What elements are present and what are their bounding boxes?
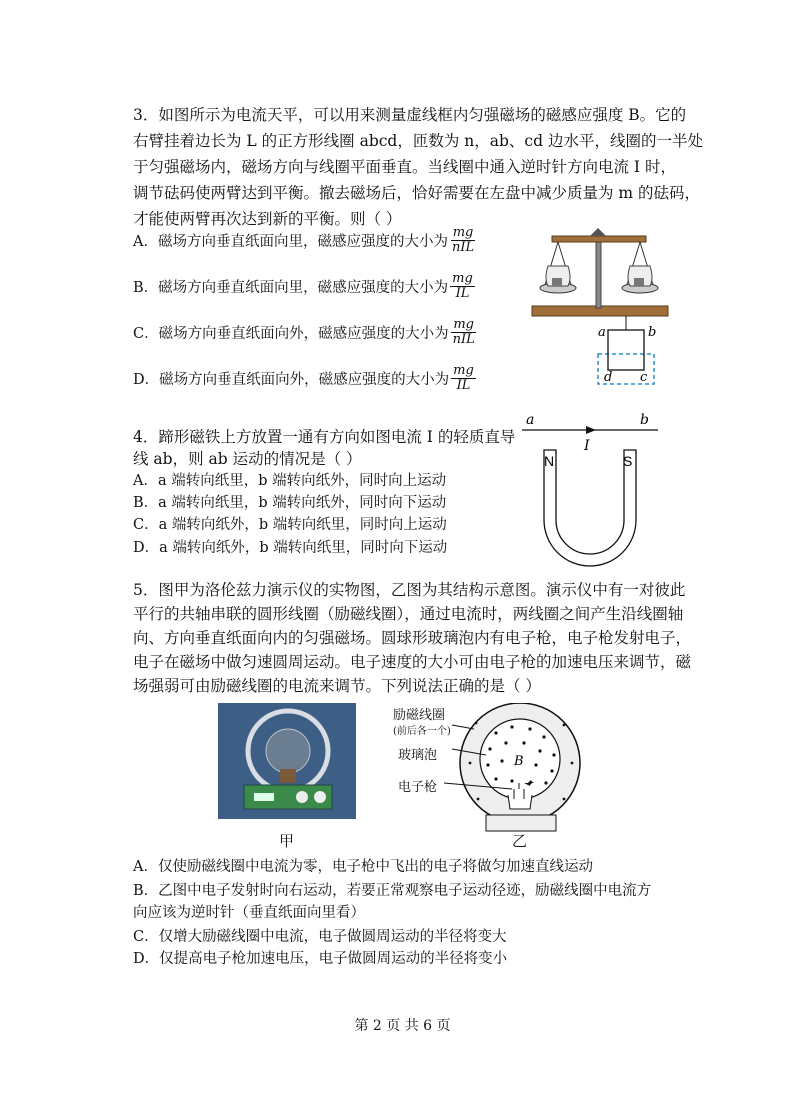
- q3-option-d[interactable]: [133, 364, 476, 393]
- q5-option-b[interactable]: B．乙图中电子发射时向右运动，若要正常观察电子运动径迹，励磁线圈中电流方: [133, 883, 652, 899]
- label-a: a: [526, 412, 535, 428]
- q5-option-b-cont: 向应该为逆时针（垂直纸面向里看）: [133, 905, 365, 921]
- option-text: B．磁场方向垂直纸面向里，磁感应强度的大小为: [133, 280, 449, 296]
- q3-line: 于匀强磁场内，磁场方向与线圈平面垂直。当线圈中通入逆时针方向电流 I 时，: [133, 158, 676, 176]
- fraction-numerator: mg: [453, 317, 474, 332]
- label-b: b: [648, 325, 657, 340]
- q3-line: 才能使两臂再次达到新的平衡。则（ ）: [133, 210, 402, 228]
- fraction: [451, 318, 477, 347]
- page-number: 第 2 页 共 6 页: [354, 1018, 451, 1034]
- balance-pivot: [590, 228, 606, 236]
- horseshoe-magnet-figure: [520, 410, 660, 570]
- meter-dial: [314, 791, 326, 803]
- balance-beam: [552, 236, 646, 242]
- q5-option-a[interactable]: A．仅使励磁线圈中电流为零，电子枪中飞出的电子将做匀加速直线运动: [133, 859, 593, 875]
- stand: [486, 815, 556, 831]
- label-d: d: [604, 370, 613, 385]
- current-balance-figure: [530, 226, 670, 391]
- label-bulb: 玻璃泡: [398, 748, 438, 763]
- balance-pillar: [596, 240, 601, 308]
- fraction-denominator: nIL: [452, 332, 475, 347]
- fraction-denominator: IL: [455, 286, 470, 301]
- fraction-numerator: mg: [452, 271, 473, 286]
- option-text: A．磁场方向垂直纸面向里，磁感应强度的大小为: [133, 234, 448, 250]
- q4-option-d[interactable]: D．a 端转向纸外，b 端转向纸里，同时向下运动: [133, 540, 448, 556]
- q5-line: 场强弱可由励磁线圈的电流来调节。下列说法正确的是（ ）: [133, 677, 541, 695]
- left-weight: [552, 278, 562, 286]
- label-coil-note: (前后各一个): [393, 726, 451, 737]
- label-gun: 电子枪: [398, 780, 438, 795]
- fraction-denominator: nIL: [451, 240, 475, 255]
- fraction-denominator: IL: [456, 378, 471, 393]
- q5-line: 5．图甲为洛伦兹力演示仪的实物图，乙图为其结构示意图。演示仪中有一对彼此: [133, 581, 686, 599]
- glass-bulb: [266, 729, 310, 773]
- label-coil: 励磁线圈: [393, 708, 446, 723]
- q5-line: 电子在磁场中做匀速圆周运动。电子速度的大小可由电子枪的加速电压来调节，磁: [133, 653, 692, 671]
- q5-option-c[interactable]: C．仅增大励磁线圈中电流，电子做圆周运动的半径将变大: [133, 929, 507, 945]
- q3-line: 调节砝码使两臂达到平衡。撤去磁场后，恰好需要在左盘中减少质量为 m 的砝码，: [133, 184, 701, 202]
- coil-abcd: [608, 330, 644, 370]
- label-current: I: [584, 438, 590, 454]
- right-weight: [634, 278, 644, 286]
- meter-dial: [296, 791, 308, 803]
- label-field-b: B: [514, 754, 524, 769]
- fraction: [450, 272, 475, 301]
- fraction: [451, 364, 476, 393]
- option-text: C．磁场方向垂直纸面向外，磁感应强度的大小为: [133, 326, 449, 342]
- current-arrow-icon: [586, 426, 596, 434]
- q3-line: 右臂挂着边长为 L 的正方形线圈 abcd，匝数为 n，ab、cd 边水平，线圈的一半处: [133, 132, 703, 150]
- q5-option-d[interactable]: D．仅提高电子枪加速电压，电子做圆周运动的半径将变小: [133, 951, 508, 967]
- control-panel: [254, 793, 274, 801]
- option-text: D．磁场方向垂直纸面向外，磁感应强度的大小为: [133, 372, 450, 388]
- q5-line: 向、方向垂直纸面向内的匀强磁场。圆球形玻璃泡内有电子枪，电子枪发射电子，: [133, 629, 692, 647]
- fraction: [450, 226, 476, 255]
- q4-option-c[interactable]: C．a 端转向纸外，b 端转向纸里，同时向上运动: [133, 517, 447, 533]
- label-south: S: [623, 453, 633, 469]
- q4-line: 线 ab，则 ab 运动的情况是（ ）: [133, 450, 362, 468]
- q4-line: 4．蹄形磁铁上方放置一通有方向如图电流 I 的轻质直导: [133, 428, 516, 446]
- q4-option-a[interactable]: A．a 端转向纸里，b 端转向纸外，同时向上运动: [133, 473, 447, 489]
- q3-option-a[interactable]: [133, 226, 476, 255]
- label-c: c: [640, 370, 648, 385]
- q3-option-c[interactable]: [133, 318, 477, 347]
- lorentz-apparatus-photo: [218, 703, 356, 819]
- bulb-base: [280, 769, 296, 783]
- label-b: b: [640, 412, 649, 428]
- fraction-numerator: mg: [452, 225, 474, 240]
- q3-option-b[interactable]: [133, 272, 475, 301]
- fraction-numerator: mg: [453, 363, 474, 378]
- q5-line: 平行的共轴串联的圆形线圈（励磁线圈），通过电流时，两线圈之间产生沿线圈轴: [133, 605, 684, 623]
- q4-option-b[interactable]: B．a 端转向纸里，b 端转向纸外，同时向下运动: [133, 495, 447, 511]
- bulb-neck: [508, 795, 532, 809]
- label-north: N: [544, 453, 555, 469]
- label-a: a: [598, 325, 606, 340]
- q3-line: 3．如图所示为电流天平，可以用来测量虚线框内匀强磁场的磁感应强度 B。它的: [133, 106, 687, 124]
- caption-yi: 乙: [512, 832, 528, 850]
- caption-jia: 甲: [279, 832, 295, 850]
- leader-line: [452, 725, 474, 729]
